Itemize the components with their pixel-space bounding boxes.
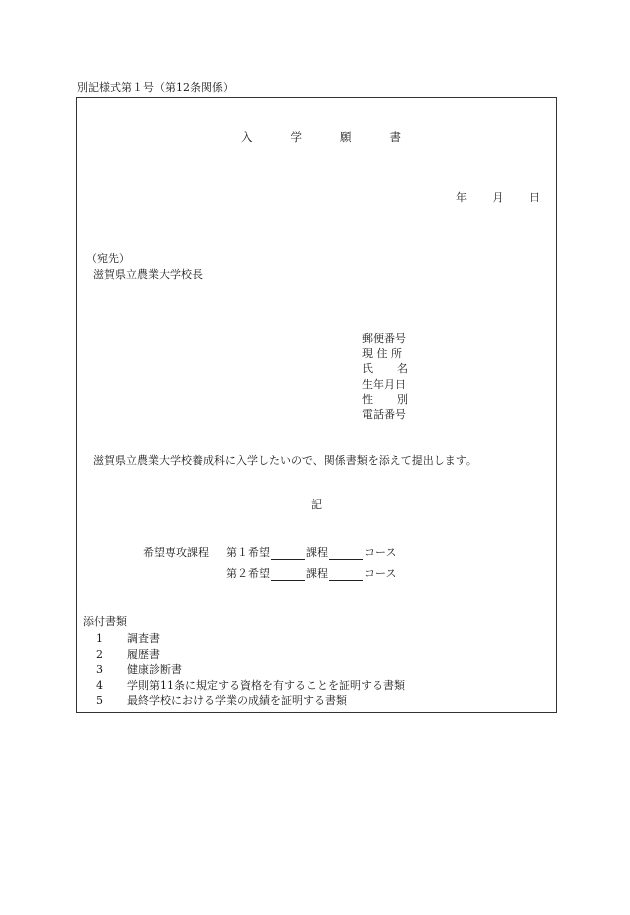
choice-label: 第２希望 (226, 567, 270, 580)
attachment-number: 4 (96, 678, 103, 692)
applicant-fields (362, 331, 408, 422)
attachments-title: 添付書類 (83, 615, 127, 628)
form-header: 別記様式第１号（第12条関係） (77, 81, 234, 94)
blank-field (271, 548, 305, 560)
attachment-text: 履歴書 (127, 647, 160, 661)
name-label-char: 氏 (362, 362, 373, 376)
choice-label: 第１希望 (226, 546, 270, 559)
course-suffix: コース (364, 567, 397, 580)
gender-label-char: 別 (397, 392, 408, 406)
attachment-number: 3 (96, 663, 103, 677)
document-title (241, 130, 401, 144)
attachment-number: 2 (96, 647, 103, 661)
gender-label (362, 392, 408, 407)
course-suffix: コース (364, 546, 397, 559)
form-frame (76, 97, 557, 713)
attachment-number: 1 (96, 632, 103, 645)
attachment-text: 最終学校における学業の成績を証明する書類 (127, 694, 347, 708)
date-day-label: 日 (529, 191, 540, 204)
title-char: 書 (389, 130, 401, 144)
blank-field (329, 569, 363, 581)
attachment-item (96, 693, 405, 709)
date-month-label: 月 (492, 191, 504, 204)
attachment-text: 学則第11条に規定する資格を有することを証明する書類 (127, 678, 405, 692)
address-label: 現 住 所 (362, 347, 402, 361)
course-label: 希望専攻課程 (143, 546, 209, 559)
name-label (362, 361, 408, 376)
attachment-item (96, 647, 405, 663)
course-word: 課程 (306, 546, 328, 559)
addressee: 滋賀県立農業大学校長 (93, 268, 203, 281)
course-word: 課程 (306, 567, 328, 580)
attachment-text: 健康診断書 (127, 663, 182, 677)
second-choice-line (226, 567, 396, 581)
first-choice-line (226, 546, 396, 560)
date-year-label: 年 (456, 191, 467, 204)
attachment-item (96, 631, 405, 647)
postal-code-label: 郵便番号 (362, 332, 406, 345)
attachment-item (96, 678, 405, 694)
blank-field (271, 569, 305, 581)
application-statement: 滋賀県立農業大学校養成科に入学したいので、関係書類を添えて提出します。 (93, 454, 477, 467)
phone-label: 電話番号 (362, 408, 406, 422)
title-char: 学 (290, 130, 302, 144)
ki-heading: 記 (311, 498, 322, 511)
blank-field (329, 548, 363, 560)
addressee-label: （宛先） (86, 252, 130, 265)
attachments-list (96, 631, 405, 709)
attachment-item (96, 662, 405, 678)
name-label-char: 名 (397, 362, 408, 376)
birthdate-label: 生年月日 (362, 377, 406, 391)
title-char: 入 (241, 130, 253, 144)
title-char: 願 (340, 130, 352, 144)
attachment-number: 5 (96, 694, 103, 708)
gender-label-char: 性 (362, 392, 373, 406)
date-line (456, 191, 540, 205)
attachment-text: 調査書 (127, 632, 160, 645)
